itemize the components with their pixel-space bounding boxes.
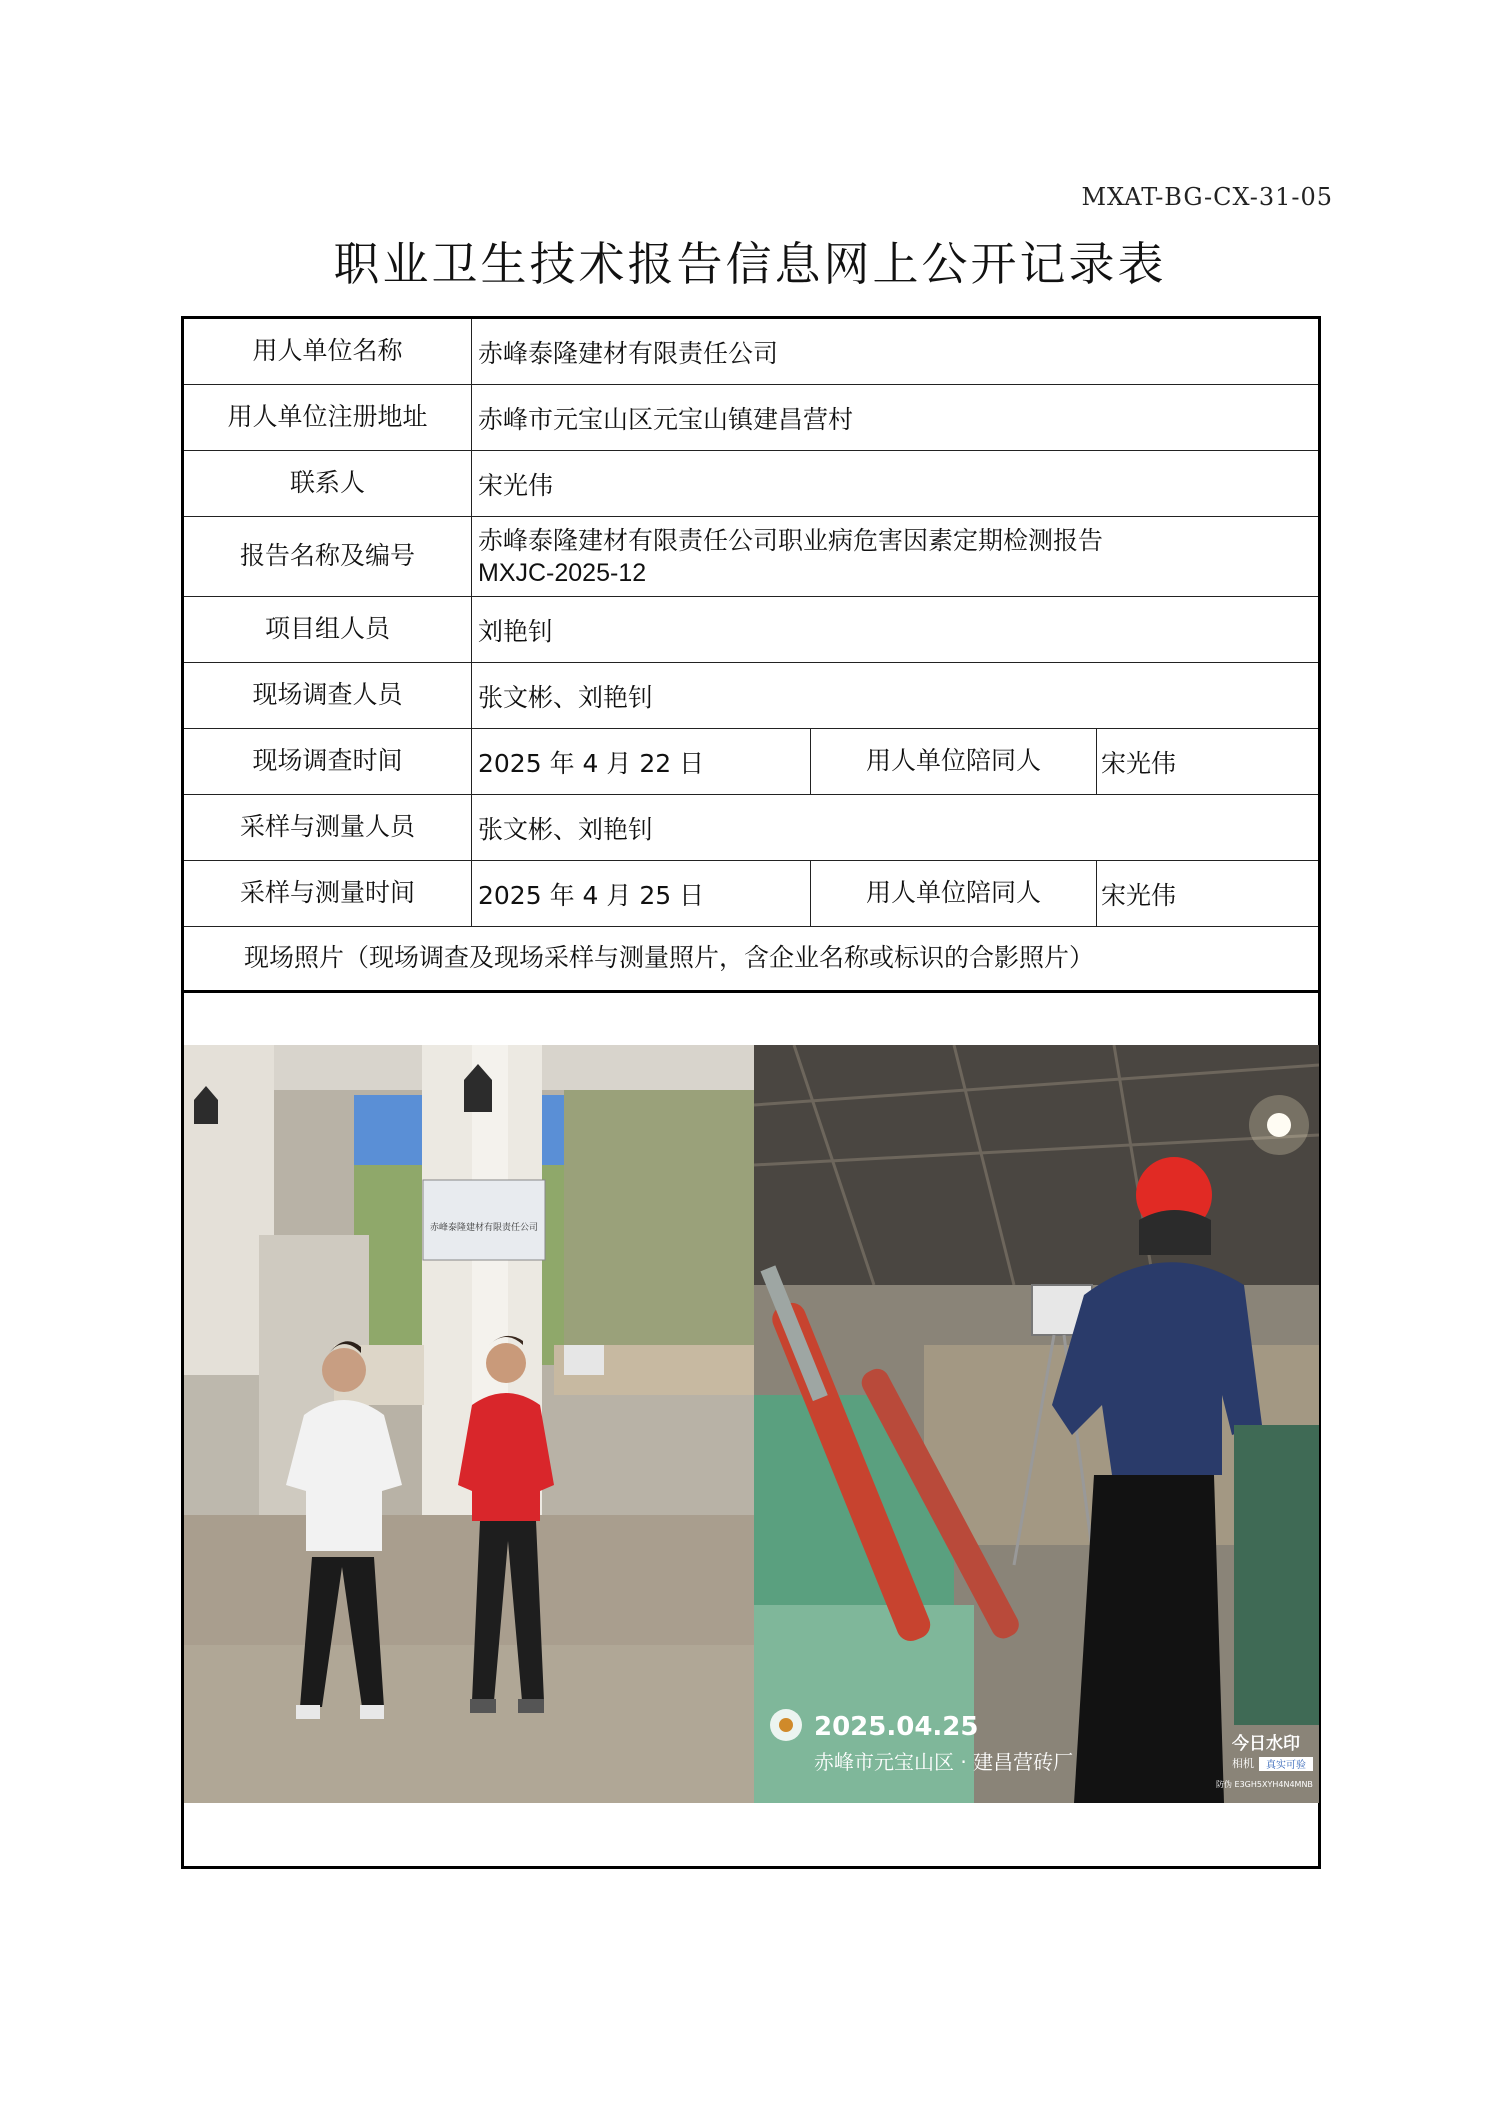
watermark-verify: 真实可验 [1266, 1760, 1306, 1771]
contact-label: 联系人 [184, 451, 472, 516]
report-name: 赤峰泰隆建材有限责任公司职业病危害因素定期检测报告 [478, 525, 1104, 555]
row-report [184, 517, 1318, 597]
sampling-escort-value: 宋光伟 [1101, 880, 1177, 910]
row-photos-caption [184, 927, 1318, 993]
photos-area [184, 993, 1318, 1866]
row-survey-time [184, 729, 1318, 795]
survey-time-value: 2025 年 4 月 22 日 [472, 729, 811, 794]
document-title: 职业卫生技术报告信息网上公开记录表 [333, 237, 1167, 291]
row-sampling-time [184, 861, 1318, 927]
team-value: 刘艳钊 [478, 616, 554, 646]
report-label: 报告名称及编号 [184, 517, 472, 596]
watermark-location: 赤峰市元宝山区 · 建昌营砖厂 [814, 1750, 1074, 1774]
address-value: 赤峰市元宝山区元宝山镇建昌营村 [478, 404, 854, 434]
employer-name-value: 赤峰泰隆建材有限责任公司 [478, 338, 779, 368]
row-team [184, 597, 1318, 663]
sampling-escort-label: 用人单位陪同人 [811, 861, 1097, 926]
sampling-staff-label: 采样与测量人员 [184, 795, 472, 860]
sampling-staff-value: 张文彬、刘艳钊 [478, 814, 654, 844]
watermark-code: 防伪 E3GH5XYH4N4MNB [1216, 1780, 1313, 1789]
survey-escort-label: 用人单位陪同人 [811, 729, 1097, 794]
contact-value: 宋光伟 [478, 470, 554, 500]
report-value [472, 517, 1318, 596]
row-employer-name [184, 319, 1318, 385]
row-sampling-staff [184, 795, 1318, 861]
row-address [184, 385, 1318, 451]
address-label: 用人单位注册地址 [184, 385, 472, 450]
site-photo-group [184, 1045, 754, 1803]
row-contact [184, 451, 1318, 517]
site-photo-sampling [754, 1045, 1319, 1803]
row-survey-staff [184, 663, 1318, 729]
sampling-time-value: 2025 年 4 月 25 日 [472, 861, 811, 926]
watermark-date: 2025.04.25 [814, 1712, 979, 1742]
team-label: 项目组人员 [184, 597, 472, 662]
record-form [181, 316, 1321, 1869]
survey-escort-value: 宋光伟 [1101, 748, 1177, 778]
watermark-brand: 今日水印 [1232, 1734, 1300, 1754]
document-code: MXAT-BG-CX-31-05 [1081, 183, 1333, 211]
survey-staff-value: 张文彬、刘艳钊 [478, 682, 654, 712]
photos-caption: 现场照片（现场调查及现场采样与测量照片，含企业名称或标识的合影照片） [244, 942, 1095, 972]
employer-name-label: 用人单位名称 [184, 319, 472, 384]
survey-time-label: 现场调查时间 [184, 729, 472, 794]
watermark-sub: 相机 [1232, 1757, 1254, 1770]
report-number: MXJC-2025-12 [478, 558, 647, 587]
company-sign-text: 赤峰泰隆建材有限责任公司 [429, 1223, 539, 1233]
survey-staff-label: 现场调查人员 [184, 663, 472, 728]
sampling-time-label: 采样与测量时间 [184, 861, 472, 926]
